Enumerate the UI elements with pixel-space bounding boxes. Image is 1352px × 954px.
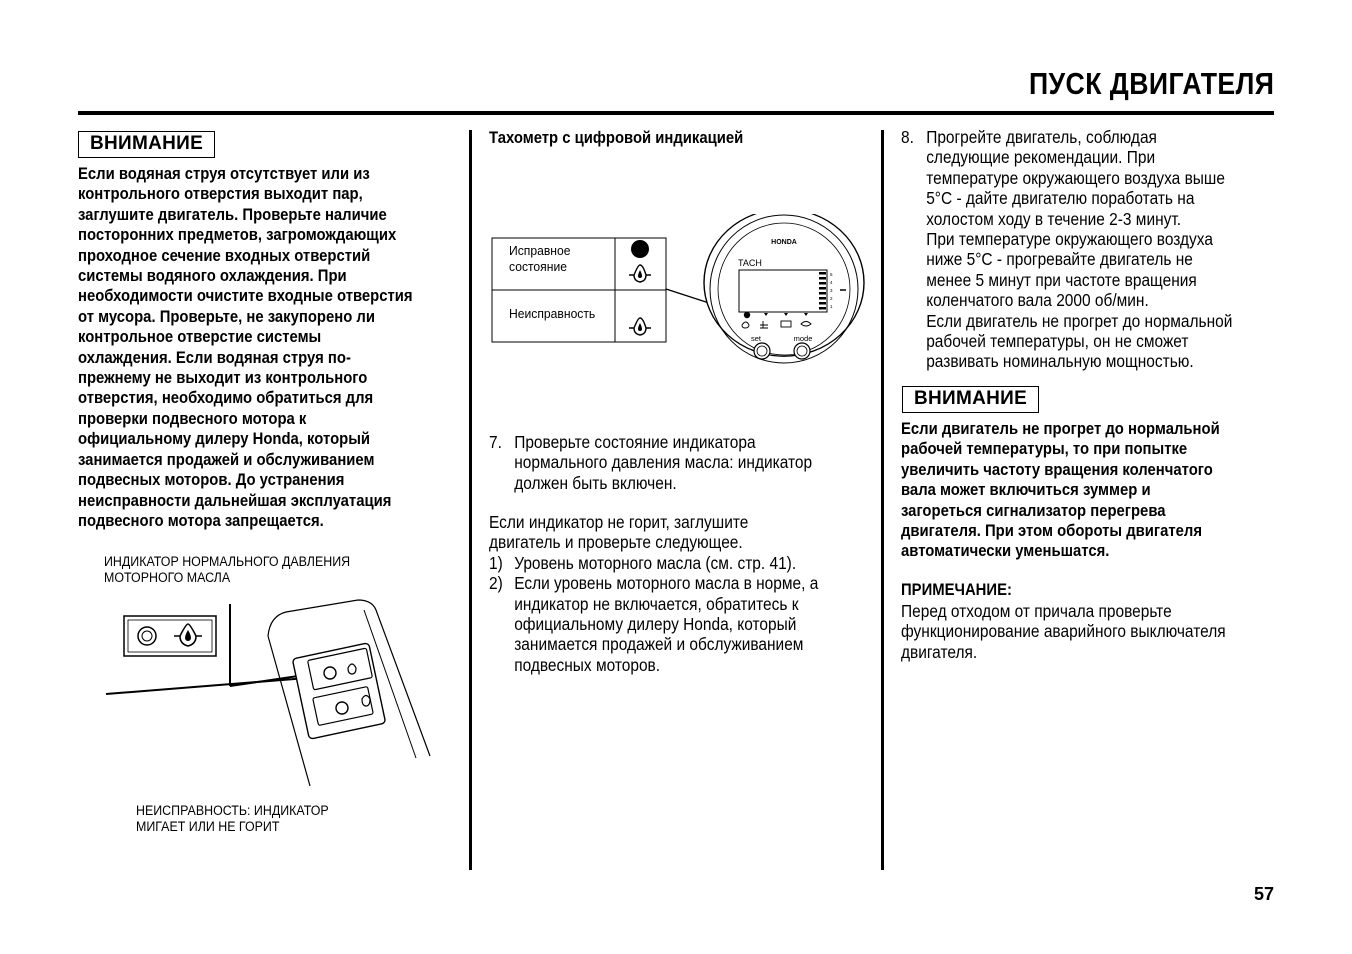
gauge-label: TACH [738, 258, 762, 268]
note-text: Перед отходом от причала проверьте функционирование аварийного выключателя двигателя. [901, 601, 1226, 662]
page-number: 57 [1253, 884, 1274, 904]
table-fault-label: Неисправность [509, 306, 596, 321]
step-8: 8. Прогрейте двигатель, соблюдая следующие рекомендации. При температуре окружающего воздуха выше 5°C - дайте двигателю поработать на холостом ходу в течение 2-3 минут. При температуре окружающего воздуха ниже 5°C - прогревайте двигатель не менее 5 минут при частоте вращения коленчатого вала 2000 об/мин. Если двигатель не прогрет до нормальной рабочей температуры, он не сможет развивать номинальную мощностью. [901, 127, 1233, 372]
header-rule [78, 111, 1274, 115]
tachometer-heading: Тахометр с цифровой индикацией [489, 129, 744, 147]
figure-label-fault: НЕИСПРАВНОСТЬ: ИНДИКАТОР МИГАЕТ ИЛИ НЕ ГОРИТ [136, 803, 329, 834]
gauge-set-label: set [750, 334, 762, 343]
note-heading: ПРИМЕЧАНИЕ: [901, 581, 1012, 599]
gauge-mode-label: mode [793, 334, 813, 343]
indicator-paragraph: Если индикатор не горит, заглушите двигатель и проверьте следующее. 1) Уровень моторного масла (см. стр. 41). 2) Если уровень моторного масла в норме, а индикатор не включается, обратитесь к официальному дилеру Honda, который занимается продажей и обслуживанием подвесных моторов. [489, 512, 819, 675]
svg-text:2: 2 [830, 296, 833, 301]
page-title: ПУСК ДВИГАТЕЛЯ [1028, 66, 1274, 101]
warning-label: ВНИМАНИЕ [78, 131, 215, 158]
table-ok-label: Исправное состояние [509, 243, 571, 274]
gauge-brand: HONDA [771, 239, 797, 246]
warning-label-2: ВНИМАНИЕ [902, 386, 1039, 413]
tachometer-gauge [656, 214, 872, 364]
column-divider-2 [881, 130, 884, 870]
svg-text:5: 5 [830, 272, 833, 277]
warning-text-2: Если двигатель не прогрет до нормальной рабочей температуры, то при попытке увеличить частоту вращения коленчатого вала может включиться зуммер и загореться сигнализатор перегрева двигателя. При этом обороты двигателя автоматически уменьшатся. [901, 420, 1220, 561]
figure-label-oil-indicator: ИНДИКАТОР НОРМАЛЬНОГО ДАВЛЕНИЯ МОТОРНОГО МАСЛА [104, 554, 351, 585]
step-7: 7. Проверьте состояние индикатора нормального давления масла: индикатор должен быть включен. [489, 432, 813, 493]
svg-text:3: 3 [830, 288, 833, 293]
oil-indicator-panel-figure [100, 596, 440, 796]
warning-text: Если водяная струя отсутствует или из контрольного отверстия выходит пар, заглушите двигатель. Проверьте наличие посторонних предметов, загромождающих проходное сечение входных отверстий системы водяного охлаждения. При необходимости очистите входные отверстия от мусора. Проверьте, не закупорено ли контрольное отверстие системы охлаждения. Если водяная струя по- прежнему не выходит из контрольного отверстия, необходимо обратиться для проверки подвесного мотора к официальному дилеру Honda, который занимается продажей и обслуживанием подвесных моторов. До устранения неисправности дальнейшая эксплуатация подвесного мотора запрещается. [78, 165, 413, 530]
svg-text:1: 1 [830, 304, 833, 309]
column-divider-1 [469, 130, 472, 870]
svg-text:4: 4 [830, 280, 833, 285]
